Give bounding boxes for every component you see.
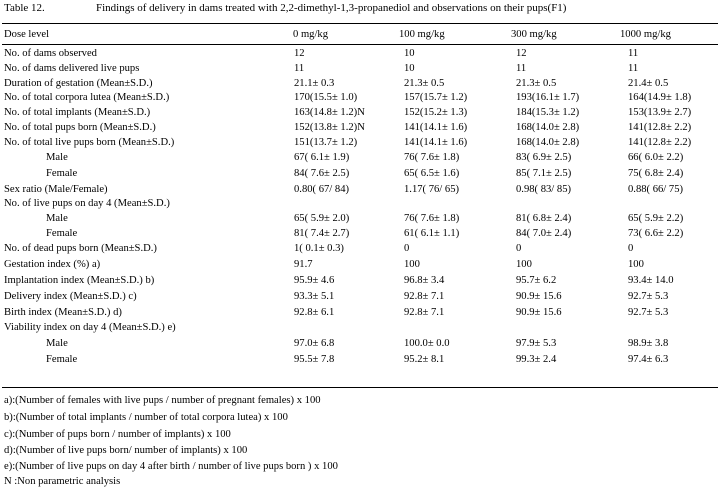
row-label: No. of dead pups born (Mean±S.D.)	[4, 243, 157, 254]
table-row	[0, 47, 722, 61]
footnote: d):(Number of live pups born/ number of implants) x 100	[4, 445, 248, 456]
row-label: Duration of gestation (Mean±S.D.)	[4, 78, 153, 89]
table-cell: 0.88( 66/ 75)	[628, 184, 684, 195]
table-cell: 168(14.0± 2.8)	[516, 122, 580, 133]
table-cell: 100	[404, 259, 420, 270]
table-cell: 12	[516, 48, 527, 59]
table-cell: 84( 7.6± 2.5)	[294, 168, 350, 179]
table-cell: 141(12.8± 2.2)	[628, 122, 692, 133]
table-cell: 81( 6.8± 2.4)	[516, 213, 572, 224]
table-caption: Findings of delivery in dams treated with 2,2-dimethyl-1,3-propanediol and observations on their pups(F1)	[96, 2, 567, 14]
row-label: Female	[46, 354, 78, 365]
table-cell: 151(13.7± 1.2)	[294, 137, 358, 148]
table-cell: 75( 6.8± 2.4)	[628, 168, 684, 179]
header-rule	[2, 44, 718, 45]
footnote: a):(Number of females with live pups / number of pregnant females) x 100	[4, 395, 321, 406]
table-cell: 93.4± 14.0	[628, 275, 674, 286]
row-label: No. of dams observed	[4, 48, 97, 59]
table-row	[0, 197, 722, 211]
table-row	[0, 242, 722, 256]
table-row	[0, 212, 722, 226]
table-cell: 67( 6.1± 1.9)	[294, 152, 350, 163]
table-cell: 81( 7.4± 2.7)	[294, 228, 350, 239]
table-cell: 21.1± 0.3	[294, 78, 335, 89]
table-cell: 21.3± 0.5	[404, 78, 445, 89]
table-row	[0, 306, 722, 320]
table-cell: 76( 7.6± 1.8)	[404, 213, 460, 224]
table-cell: 170(15.5± 1.0)	[294, 92, 358, 103]
table-cell: 93.3± 5.1	[294, 291, 335, 302]
row-label: Gestation index (%) a)	[4, 259, 101, 270]
row-label: Male	[46, 338, 68, 349]
table-cell: 184(15.3± 1.2)	[516, 107, 580, 118]
table-cell: 92.8± 6.1	[294, 307, 335, 318]
row-label: No. of total pups born (Mean±S.D.)	[4, 122, 156, 133]
table-cell: 97.0± 6.8	[294, 338, 335, 349]
table-cell: 152(15.2± 1.3)	[404, 107, 468, 118]
table-row	[0, 290, 722, 304]
table-cell: 65( 6.5± 1.6)	[404, 168, 460, 179]
row-label: Male	[46, 213, 68, 224]
table-cell: 76( 7.6± 1.8)	[404, 152, 460, 163]
table-header	[0, 28, 722, 42]
table-cell: 66( 6.0± 2.2)	[628, 152, 684, 163]
table-cell: 85( 7.1± 2.5)	[516, 168, 572, 179]
table-cell: 98.9± 3.8	[628, 338, 669, 349]
table-row	[0, 258, 722, 272]
table-cell: 100	[628, 259, 644, 270]
table-cell: 0	[404, 243, 410, 254]
table-cell: 141(14.1± 1.6)	[404, 137, 468, 148]
table-cell: 95.7± 6.2	[516, 275, 557, 286]
table-cell: 1.17( 76/ 65)	[404, 184, 460, 195]
row-label: Delivery index (Mean±S.D.) c)	[4, 291, 137, 302]
table-cell: 11	[628, 48, 639, 59]
table-cell: 12	[294, 48, 305, 59]
table-cell: 90.9± 15.6	[516, 307, 562, 318]
row-label: Birth index (Mean±S.D.) d)	[4, 307, 122, 318]
table-row	[0, 183, 722, 197]
table-cell: 168(14.0± 2.8)	[516, 137, 580, 148]
table-cell: 91.7	[294, 259, 313, 270]
row-label: Female	[46, 168, 78, 179]
table-cell: 164(14.9± 1.8)	[628, 92, 692, 103]
table-cell: 73( 6.6± 2.2)	[628, 228, 684, 239]
table-cell: 0	[628, 243, 634, 254]
row-label: Female	[46, 228, 78, 239]
table-row	[0, 167, 722, 181]
footnote: b):(Number of total implants / number of total corpora lutea) x 100	[4, 412, 288, 423]
table-cell: 92.7± 5.3	[628, 291, 669, 302]
table-cell: 96.8± 3.4	[404, 275, 445, 286]
table-cell: 97.4± 6.3	[628, 354, 669, 365]
table-row	[0, 91, 722, 105]
table-cell: 0.80( 67/ 84)	[294, 184, 350, 195]
table-row	[0, 106, 722, 120]
table-row	[0, 62, 722, 76]
row-label: No. of live pups on day 4 (Mean±S.D.)	[4, 198, 170, 209]
table-row	[0, 321, 722, 335]
row-label: No. of total implants (Mean±S.D.)	[4, 107, 151, 118]
table-cell: 11	[628, 63, 639, 74]
row-label: No. of total corpora lutea (Mean±S.D.)	[4, 92, 170, 103]
table-cell: 11	[294, 63, 305, 74]
table-cell: 84( 7.0± 2.4)	[516, 228, 572, 239]
table-cell: 99.3± 2.4	[516, 354, 557, 365]
table-cell: 95.5± 7.8	[294, 354, 335, 365]
table-cell: 141(12.8± 2.2)	[628, 137, 692, 148]
table-row	[0, 353, 722, 367]
table-cell: 1( 0.1± 0.3)	[294, 243, 344, 254]
table-cell: 65( 5.9± 2.2)	[628, 213, 684, 224]
table-cell: 10	[404, 63, 415, 74]
table-cell: 152(13.8± 1.2)N	[294, 122, 365, 133]
table-cell: 10	[404, 48, 415, 59]
top-rule	[2, 23, 718, 24]
row-label: Viability index on day 4 (Mean±S.D.) e)	[4, 322, 176, 333]
table-row	[0, 337, 722, 351]
header-dose-300: 300 mg/kg	[511, 29, 557, 40]
table-cell: 65( 5.9± 2.0)	[294, 213, 350, 224]
header-dose-0: 0 mg/kg	[293, 29, 329, 40]
table-row	[0, 77, 722, 91]
header-dose-1000: 1000 mg/kg	[620, 29, 671, 40]
table-cell: 21.3± 0.5	[516, 78, 557, 89]
table-cell: 95.9± 4.6	[294, 275, 335, 286]
table-cell: 141(14.1± 1.6)	[404, 122, 468, 133]
footnote: N :Non parametric analysis	[4, 476, 121, 487]
row-label: No. of total live pups born (Mean±S.D.)	[4, 137, 175, 148]
table-cell: 92.7± 5.3	[628, 307, 669, 318]
table-cell: 95.2± 8.1	[404, 354, 445, 365]
table-cell: 61( 6.1± 1.1)	[404, 228, 460, 239]
table-cell: 100	[516, 259, 532, 270]
table-cell: 100.0± 0.0	[404, 338, 450, 349]
table-row	[0, 151, 722, 165]
table-row	[0, 274, 722, 288]
table-row	[0, 121, 722, 135]
table-cell: 92.8± 7.1	[404, 307, 445, 318]
row-label: No. of dams delivered live pups	[4, 63, 140, 74]
table-cell: 0	[516, 243, 522, 254]
bottom-rule	[2, 387, 718, 388]
header-dose-100: 100 mg/kg	[399, 29, 445, 40]
footnote: c):(Number of pups born / number of implants) x 100	[4, 429, 231, 440]
table-cell: 92.8± 7.1	[404, 291, 445, 302]
table-row	[0, 136, 722, 150]
table-cell: 193(16.1± 1.7)	[516, 92, 580, 103]
table-cell: 157(15.7± 1.2)	[404, 92, 468, 103]
table-cell: 11	[516, 63, 527, 74]
table-row	[0, 227, 722, 241]
table-cell: 0.98( 83/ 85)	[516, 184, 572, 195]
row-label: Male	[46, 152, 68, 163]
table-cell: 90.9± 15.6	[516, 291, 562, 302]
table-number: Table 12.	[4, 2, 45, 14]
table-cell: 83( 6.9± 2.5)	[516, 152, 572, 163]
row-label: Sex ratio (Male/Female)	[4, 184, 108, 195]
row-label: Implantation index (Mean±S.D.) b)	[4, 275, 155, 286]
table-cell: 153(13.9± 2.7)	[628, 107, 692, 118]
footnote: e):(Number of live pups on day 4 after birth / number of live pups born ) x 100	[4, 461, 338, 472]
table-cell: 163(14.8± 1.2)N	[294, 107, 365, 118]
header-dose-level: Dose level	[4, 29, 50, 40]
table-cell: 97.9± 5.3	[516, 338, 557, 349]
table-cell: 21.4± 0.5	[628, 78, 669, 89]
